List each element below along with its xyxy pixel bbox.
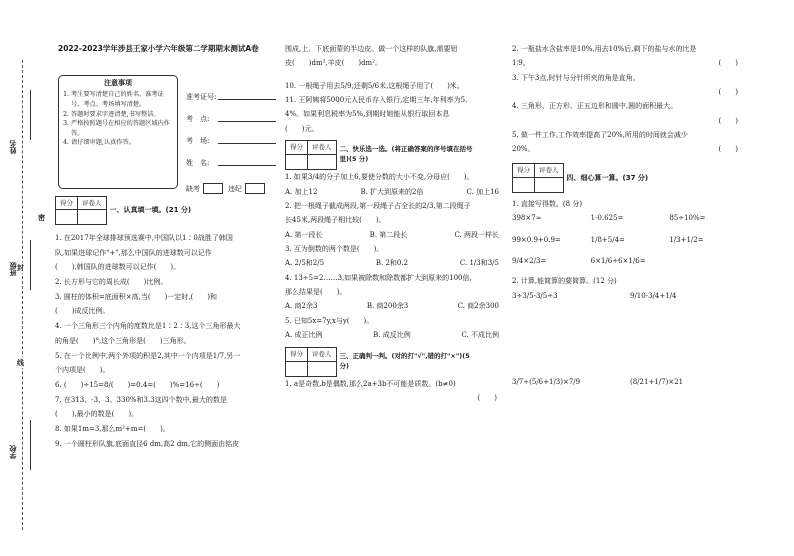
option-c[interactable]: C. 两段一样长 bbox=[454, 230, 499, 239]
candidate-info bbox=[186, 80, 276, 194]
notice-box bbox=[58, 75, 178, 189]
answer-bracket[interactable]: ( ) bbox=[718, 145, 738, 154]
column-3 bbox=[512, 42, 748, 389]
score-label: 得分 bbox=[513, 163, 535, 177]
binding-label-class: 班级 bbox=[8, 262, 17, 276]
judge-question: 1. a是奇数,b是偶数,那么2a+3b不可能是质数。(b≠0) bbox=[285, 379, 456, 388]
score-box bbox=[285, 140, 337, 170]
calc-item: 85÷10%= bbox=[669, 214, 706, 223]
grader-label: 评卷人 bbox=[308, 347, 337, 361]
judge-row bbox=[512, 142, 748, 156]
option-a[interactable]: A. 成正比例 bbox=[285, 331, 323, 340]
field-label-site: 考 点: bbox=[186, 114, 210, 123]
question-line: 个内项是( )。 bbox=[55, 366, 110, 375]
question-line: ( )成反比例。 bbox=[55, 307, 110, 316]
calc-item: 3/7÷(5/6+1/3)×7/9 bbox=[512, 377, 581, 386]
choice-options bbox=[285, 228, 507, 242]
judge-row bbox=[512, 71, 748, 85]
question-line: 10. 一根绳子用去5/9,还剩5/6米,这根绳子用了( )米。 bbox=[285, 81, 464, 90]
option-b[interactable]: B. 成反比例 bbox=[373, 331, 411, 340]
calc-item: 3÷3/5-3/5÷3 bbox=[512, 291, 558, 300]
choice-question: 2. 把一根绳子截成两段,第一段绳子占全长的2/3,第二段绳子 bbox=[285, 202, 471, 211]
exam-site-field[interactable] bbox=[218, 111, 276, 122]
answer-bracket[interactable]: ( ) bbox=[718, 116, 738, 125]
grader-label: 评卷人 bbox=[308, 141, 337, 155]
option-c[interactable]: C. 不成比例 bbox=[461, 331, 499, 340]
grader-label: 评卷人 bbox=[535, 163, 564, 177]
choice-question: 长45米,两段绳子相比较( )。 bbox=[285, 216, 386, 225]
calc-item: 398×7≈ bbox=[512, 214, 542, 223]
judge-row bbox=[512, 56, 748, 70]
calc-item: 1-0.625= bbox=[590, 214, 624, 223]
question-line: 11. 王阿姨将5000元人民币存入银行,定期三年,年利率为5. bbox=[285, 96, 468, 105]
binding-label-school: 学校 bbox=[8, 445, 17, 459]
grader-cell[interactable] bbox=[535, 178, 564, 193]
violation-checkbox[interactable] bbox=[245, 183, 265, 194]
calc-item: 6×1/6÷6×1/6= bbox=[590, 257, 646, 266]
question-line: 队,如果进球记作"+",那么中国队的进球数可以记作 bbox=[55, 248, 212, 257]
option-c[interactable]: C. 商2余300 bbox=[457, 302, 499, 311]
binding-mark-xian: 线 bbox=[17, 358, 24, 367]
binding-field-name[interactable] bbox=[30, 90, 31, 140]
question-line: 8. 如果1m=3,那么m²+m=( )。 bbox=[55, 424, 170, 433]
calc-item: 99×0.9+0.9= bbox=[512, 235, 561, 244]
calc-subtitle: 2. 计算,能简算的要简算。(12 分) bbox=[512, 277, 617, 286]
section-3-title: 三、正确判一判。(对的打"√",错的打"×")(5 分) bbox=[339, 351, 470, 370]
notice-item: 3. 严格按照题号在相应的答题区域内作答。 bbox=[71, 119, 173, 138]
score-cell[interactable] bbox=[56, 210, 78, 225]
exam-room-field[interactable] bbox=[218, 133, 276, 144]
question-line: 3. 圆柱的体积=底面积×高,当( )一定时,( )和 bbox=[55, 292, 218, 301]
choice-options bbox=[285, 256, 507, 270]
score-box bbox=[512, 163, 564, 193]
option-b[interactable]: B. 商200余3 bbox=[366, 302, 409, 311]
section-2-header bbox=[285, 140, 507, 170]
notice-item: 1. 考生要写清楚自己的姓名、准考证号、考点、考场填写清楚。 bbox=[71, 90, 173, 109]
oral-calc-grid bbox=[512, 211, 748, 268]
judge-question: 3. 下午3点,时针与分针所夹的角是直角。 bbox=[512, 73, 640, 82]
question-line: 9. 一个圆柱形队旗,底面直径6 dm,高2 dm,它的侧面由铭皮 bbox=[55, 439, 240, 448]
score-cell[interactable] bbox=[513, 178, 535, 193]
choice-question: 4. 13÷5=2……3,如果被除数和除数都扩大到原来的100倍, bbox=[285, 273, 472, 282]
calc-item: 9/10-3/4+1/4 bbox=[630, 291, 677, 300]
judge-question: 5. 做一件工作,工作效率提高了20%,所用的时间就会减少 bbox=[512, 131, 688, 140]
column-2 bbox=[285, 42, 507, 406]
violation-label: 违纪 bbox=[228, 184, 242, 193]
question-line: 围成,上、下底面蒙的半边皮。做一个这样的队旗,需要铝 bbox=[285, 45, 458, 53]
question-line: ( )元。 bbox=[285, 124, 319, 133]
question-line: 7. 在313、-3、3、330%和3.3这四个数中,最大的数是 bbox=[55, 395, 227, 404]
question-line: 4. 一个三角形三个内角的度数比是1∶2∶3,这个三角形最大 bbox=[55, 322, 241, 331]
score-cell[interactable] bbox=[286, 155, 308, 170]
calc-subtitle: 1. 直接写得数。(8 分) bbox=[512, 200, 583, 209]
judge-question: 1∶9。 bbox=[512, 59, 530, 68]
option-a[interactable]: A. 加上12 bbox=[285, 187, 318, 196]
section-4-header bbox=[512, 163, 748, 193]
answer-bracket[interactable]: ( ) bbox=[718, 59, 738, 68]
score-label: 得分 bbox=[56, 197, 78, 210]
binding-label-name: 姓名 bbox=[8, 140, 17, 154]
grader-cell[interactable] bbox=[308, 155, 337, 170]
option-c[interactable]: C. 1/3和3/5 bbox=[459, 259, 499, 268]
score-box bbox=[285, 347, 337, 377]
binding-mark-feng: 封 bbox=[17, 263, 24, 272]
question-line: ( ),最小的数是( )。 bbox=[55, 410, 139, 419]
section-2-title: 二、快乐选一选。(将正确答案的序号填在括号里)(5 分) bbox=[339, 145, 473, 164]
binding-mark-mi: 密 bbox=[38, 213, 45, 222]
column-1 bbox=[55, 196, 280, 451]
choice-question: 3. 互为倒数的两个数是( )。 bbox=[285, 245, 384, 254]
notice-item: 2. 答题时要求字迹清楚,书写整洁。 bbox=[71, 110, 173, 120]
section-3-header bbox=[285, 347, 507, 377]
question-line: 2. 长方形与它的周长成( )比例。 bbox=[55, 278, 168, 287]
exam-title: 2022-2023学年涉县王家小学六年级第二学期期末测试A卷 bbox=[58, 44, 259, 53]
choice-options bbox=[285, 299, 507, 313]
option-a[interactable]: A. 商2余3 bbox=[285, 302, 318, 311]
question-line: 6. ( )÷15=8/( )=0.4=( )%=16÷( ) bbox=[55, 380, 220, 389]
option-b[interactable]: B. 第二段长 bbox=[369, 230, 408, 239]
score-label: 得分 bbox=[286, 347, 308, 361]
grader-label: 评卷人 bbox=[78, 197, 107, 210]
score-box bbox=[55, 196, 107, 225]
section-1-title: 一、认真填一填。(21 分) bbox=[109, 205, 192, 214]
question-line: 4%。如果利息税率为5%,到期时她能从银行取回本息 bbox=[285, 110, 450, 119]
binding-margin bbox=[0, 0, 50, 556]
score-label: 得分 bbox=[286, 141, 308, 155]
notice-item: 4. 请仔细审题,认真作答。 bbox=[71, 138, 173, 148]
question-line: 的角是( )°,这个三角形是( )三角形。 bbox=[55, 336, 191, 345]
ticket-number-field[interactable] bbox=[218, 89, 276, 100]
question-line: ( ),韩国队的进球数可以记作( )。 bbox=[55, 263, 181, 272]
section-1-header bbox=[55, 196, 280, 225]
choice-question: 5. 已知5x=7y,x与y( )。 bbox=[285, 316, 374, 325]
calc-item: 9/4×2/3= bbox=[512, 257, 547, 266]
seal-dashed-line bbox=[22, 60, 23, 530]
notice-list bbox=[59, 90, 177, 148]
judge-question: 4. 三角形、正方形、正五边形和圆中,圆的面积最大。 bbox=[512, 102, 678, 111]
binding-field-class[interactable] bbox=[30, 240, 31, 290]
grader-cell[interactable] bbox=[78, 210, 107, 225]
score-cell[interactable] bbox=[286, 361, 308, 376]
field-label-room: 考 场: bbox=[186, 136, 210, 145]
calc-item: 1/3+1/2= bbox=[669, 235, 704, 244]
question-line: 皮( )dm²,羊皮( )dm²。 bbox=[285, 59, 382, 68]
notice-heading: 注意事项 bbox=[104, 79, 132, 87]
question-line: 5. 在一个比例中,两个外项的积是2,其中一个内项是1/7,另一 bbox=[55, 351, 241, 360]
answer-bracket[interactable]: ( ) bbox=[477, 394, 497, 403]
option-c[interactable]: C. 加上16 bbox=[466, 187, 499, 196]
calc-item: (8/21+1/7)×21 bbox=[630, 377, 684, 386]
absent-label: 缺考 bbox=[186, 184, 200, 193]
choice-options bbox=[285, 328, 507, 342]
student-name-field[interactable] bbox=[218, 155, 276, 166]
calc-item: 1/8+5/4= bbox=[590, 235, 625, 244]
option-b[interactable]: B. 2和0.2 bbox=[375, 259, 409, 268]
section-4-title: 四、细心算一算。(37 分) bbox=[566, 173, 649, 182]
absent-checkbox[interactable] bbox=[203, 183, 223, 194]
option-b[interactable]: B. 扩大到原来的2倍 bbox=[360, 187, 424, 196]
choice-options bbox=[285, 185, 507, 199]
field-label-name: 姓 名: bbox=[186, 158, 210, 167]
option-a[interactable]: A. 2/5和2/5 bbox=[285, 259, 325, 268]
question-line: 1. 在2017年全球排球预选赛中,中国队以1∶0战胜了韩国 bbox=[55, 234, 233, 242]
binding-field-school[interactable] bbox=[30, 420, 31, 470]
judge-question: 2. 一瓶盐水含盐率是10%,用去10%后,剩下的盐与水的比是 bbox=[512, 45, 697, 53]
choice-question: 1. 如果3/4的分子加上6,要使分数的大小不变,分母应( )。 bbox=[285, 173, 474, 182]
grader-cell[interactable] bbox=[308, 361, 337, 376]
answer-bracket[interactable]: ( ) bbox=[718, 88, 738, 97]
option-a[interactable]: A. 第一段长 bbox=[285, 230, 323, 239]
choice-question: 那么结果是( )。 bbox=[285, 288, 347, 297]
judge-question: 20%。 bbox=[512, 145, 535, 154]
written-calc-row bbox=[512, 289, 748, 375]
field-label-ticket: 准考证号: bbox=[186, 92, 217, 101]
written-calc-row bbox=[512, 375, 748, 389]
section-1-questions bbox=[55, 231, 280, 451]
